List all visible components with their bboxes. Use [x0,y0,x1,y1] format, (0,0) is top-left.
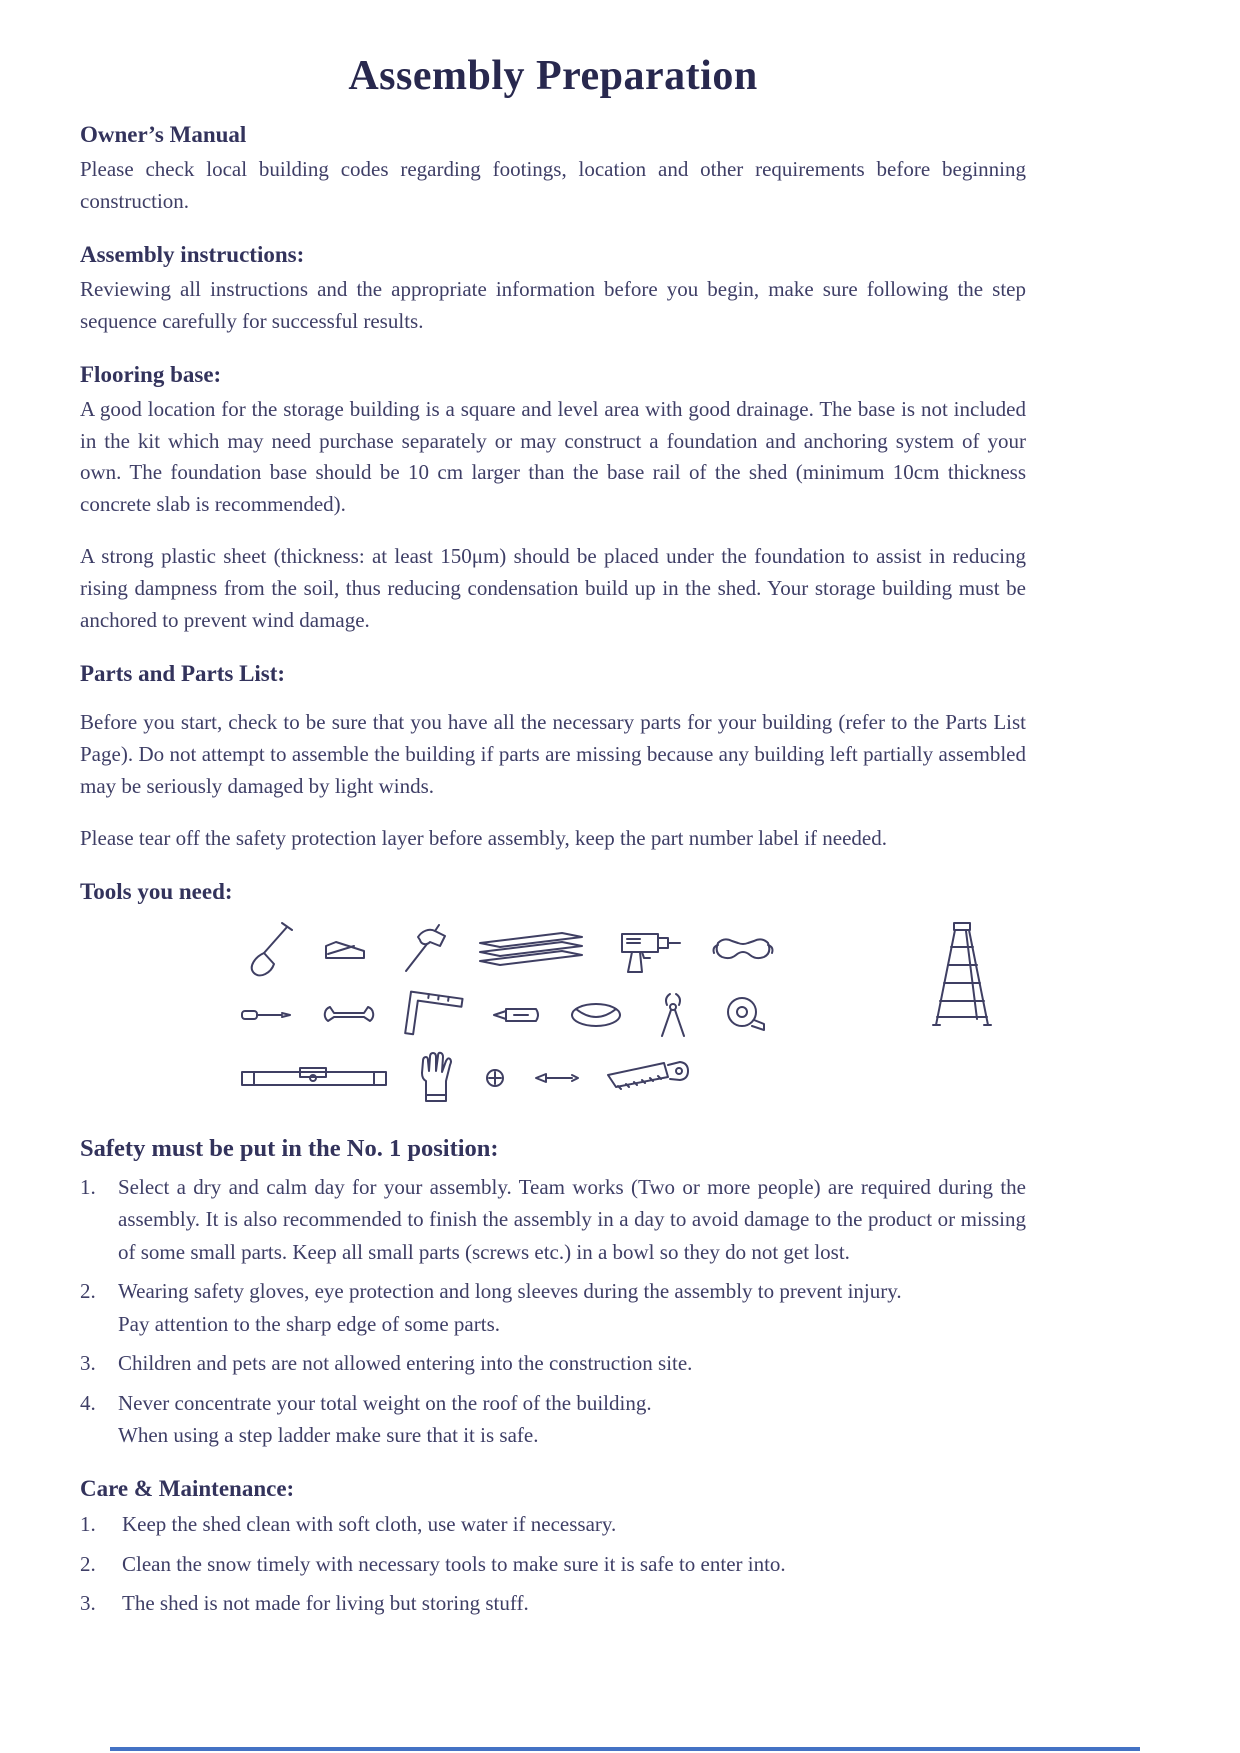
square-ruler-icon [401,985,468,1045]
safety-item-4 [80,1387,1026,1452]
paragraph-parts-list-1: Before you start, check to be sure that you have all the necessary parts for your building (refer to the Parts List Page). Do not attempt to assemble the building if parts are missing because any building left partially assembled may be seriously damaged by light winds. [80,709,1026,798]
safety-item-3 [80,1347,1026,1380]
item-text: Children and pets are not allowed entering into the construction site. [118,1351,693,1376]
item-text: Keep the shed clean with soft cloth, use water if necessary. [122,1511,617,1536]
goggles-icon [710,931,776,967]
drill-icon [614,920,684,978]
item-number: 4. [80,1390,96,1415]
stapler-icon [322,932,368,966]
heading-owners-manual: Owner’s Manual [80,122,247,147]
paragraph-flooring-base-1: A good location for the storage building is a square and level area with good drainage. The base is not included in the kit which may need purchase separately or may construct a foundation and anchoring system of your own. The foundation base should be 10 cm larger than the base rail of the shed (minimum 10cm thickness concrete slab is recommended). [80,396,1026,517]
saw-icon [606,1057,698,1099]
screwdriver-icon [240,1006,294,1024]
care-item-1 [80,1508,1026,1541]
paragraph-owners-manual: Please check local building codes regarding footings, location and other requirements before beginning construction. [80,157,1026,213]
item-text: Wearing safety gloves, eye protection and long sleeves during the assembly to prevent injury. [118,1279,902,1304]
rope-icon [568,999,624,1031]
tools-grid [240,919,896,1105]
tools-illustration [240,919,1000,1105]
item-number: 3. [80,1351,96,1376]
paragraph-parts-list-2: Please tear off the safety protection layer before assembly, keep the part number label if needed. [80,825,887,850]
safety-list [80,1171,1026,1452]
care-maintenance-list [80,1508,1026,1620]
heading-assembly-instructions: Assembly instructions: [80,241,305,267]
tools-row-2 [240,989,896,1041]
pliers-icon [650,990,696,1040]
phillips-bit-icon [484,1067,506,1089]
item-text: Clean the snow timely with necessary tools to make sure it is safe to enter into. [122,1551,786,1576]
care-item-2 [80,1548,1026,1581]
item-number: 1. [80,1511,96,1536]
step-ladder-icon [922,919,1000,1031]
tools-row-1 [240,919,896,979]
item-text: Select a dry and calm day for your assembly. Team works (Two or more people) are required during the assembly. It is also recommended to finish the assembly in a day to avoid damage to the product or missing of some small parts. Keep all small parts (screws etc.) in a bowl so they do not get lost. [118,1174,1026,1264]
heading-parts-list: Parts and Parts List: [80,660,286,686]
heading-flooring-base: Flooring base: [80,361,222,387]
item-text: Never concentrate your total weight on the roof of the building. [118,1390,652,1415]
item-number: 2. [80,1551,96,1576]
item-note: Pay attention to the sharp edge of some parts. [118,1311,500,1336]
paragraph-assembly-instructions: Reviewing all instructions and the appropriate information before you begin, make sure following the step sequence carefully for successful results. [80,276,1026,333]
safety-item-1 [80,1171,1026,1269]
tape-measure-icon [722,994,768,1036]
item-number: 2. [80,1279,96,1304]
heading-safety: Safety must be put in the No. 1 position: [80,1134,499,1162]
hammer-icon [394,923,450,975]
heading-care-maintenance: Care & Maintenance: [80,1475,295,1501]
shovel-icon [240,919,296,979]
item-number: 3. [80,1591,96,1616]
paragraph-flooring-base-2: A strong plastic sheet (thickness: at least 150μm) should be placed under the foundation to assist in reducing rising dampness from the soil, thus reducing condensation build up in the shed. Your storage building must be anchored to prevent wind damage. [80,544,1026,633]
heading-tools: Tools you need: [80,878,233,904]
utility-knife-icon [490,1004,542,1026]
care-item-3 [80,1587,1026,1620]
footer-divider-line [110,1747,1140,1751]
flat-bit-icon [532,1070,580,1086]
safety-item-2 [80,1275,1026,1340]
item-text: The shed is not made for living but storing stuff. [122,1591,529,1616]
tools-row-3 [240,1051,896,1105]
level-icon [240,1067,388,1089]
item-note: When using a step ladder make sure that it is safe. [118,1423,539,1448]
wrench-icon [320,1004,378,1026]
item-number: 1. [80,1174,96,1199]
lumber-icon [476,929,588,969]
glove-icon [414,1051,458,1105]
page-title: Assembly Preparation [348,53,758,99]
